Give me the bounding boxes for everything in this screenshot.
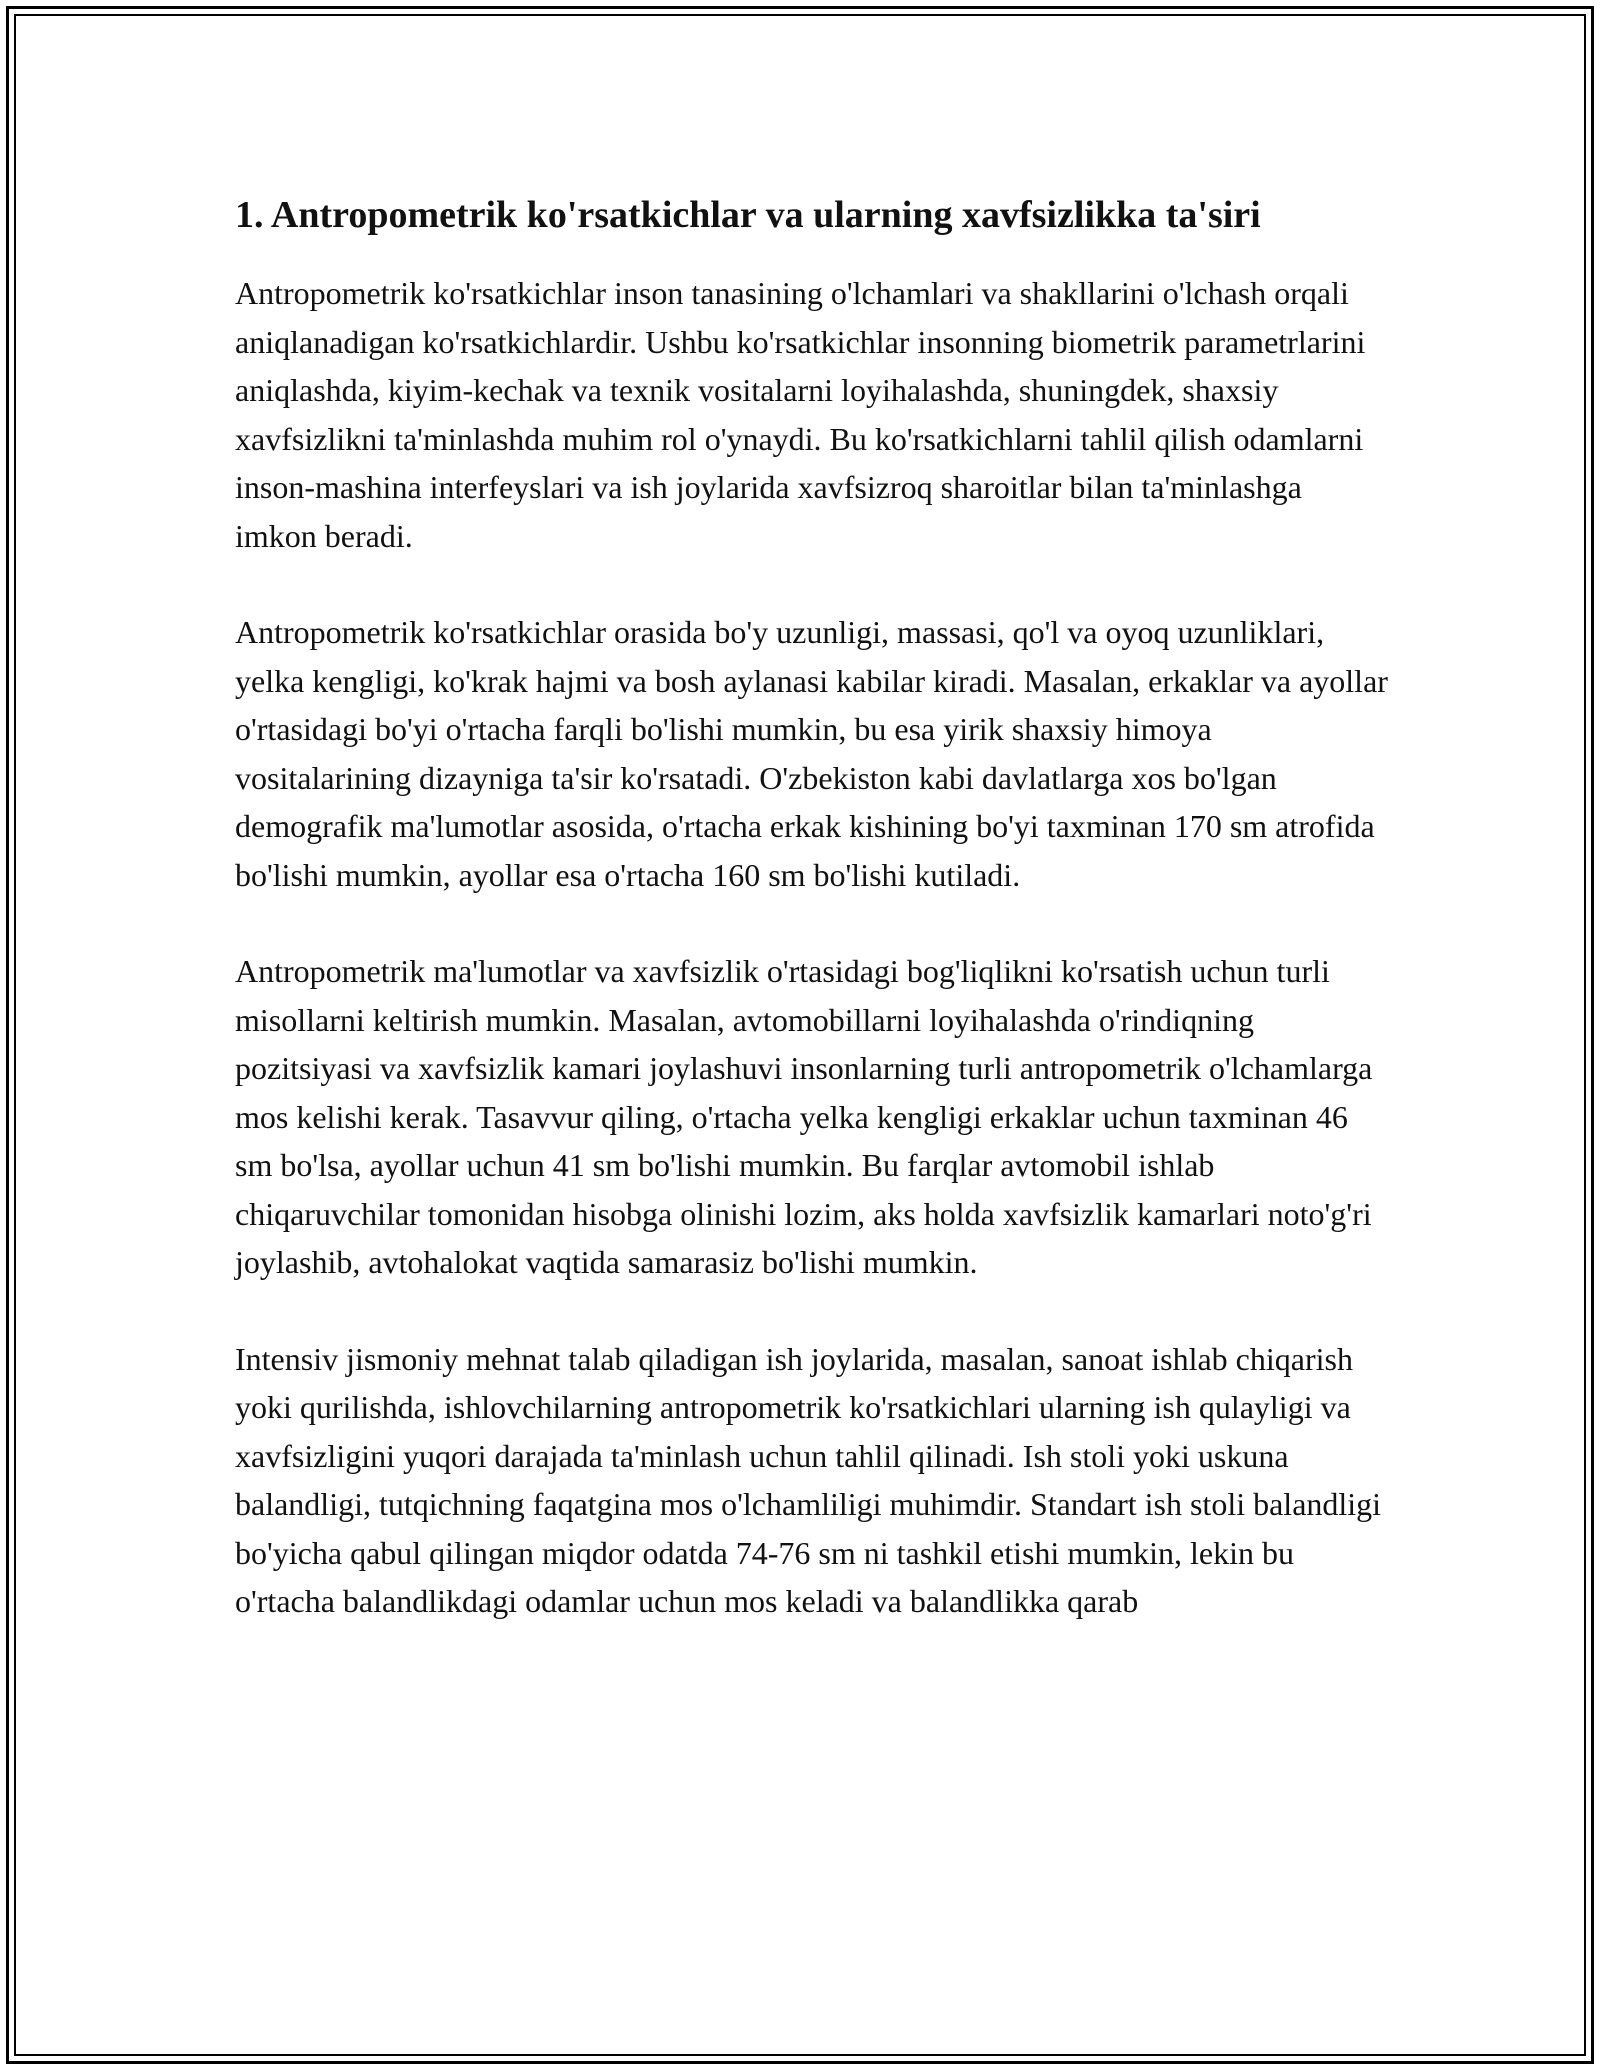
- paragraph-4: Intensiv jismoniy mehnat talab qiladigan ish joylarida, masalan, sanoat ishlab chiqarish yoki qurilishda, ishlovchilarning antropometrik ko'rsatkichlari ularning ish qulayligi va xavfsizligini yuqori darajada ta'minlash uchun tahlil qilinadi. Ish stoli yoki uskuna balandligi, tutqichning faqatgina mos o'lchamliligi muhimdir. Standart ish stoli balandligi bo'yicha qabul qilingan miqdor odatda 74-76 sm ni tashkil etishi mumkin, lekin bu o'rtacha balandlikdagi odamlar uchun mos keladi va balandlikka qarab: [235, 1340, 1382, 1619]
- section-heading: 1. Antropometrik ko'rsatkichlar va ularning xavfsizlikka ta'siri: [235, 194, 1261, 236]
- paragraph-3: Antropometrik ma'lumotlar va xavfsizlik o'rtasidagi bog'liqlikni ko'rsatish uchun turli misollarni keltirish mumkin. Masalan, avtomobillarni loyihalashda o'rindiqning pozitsiyasi va xavfsizlik kamari joylashuvi insonlarning turli antropometrik o'lchamlarga mos kelishi kerak. Tasavvur qiling, o'rtacha yelka kengligi erkaklar uchun taxminan 46 sm bo'lsa, ayollar uchun 41 sm bo'lishi mumkin. Bu farqlar avtomobil ishlab chiqaruvchilar tomonidan hisobga olinishi lozim, aks holda xavfsizlik kamarlari noto'g'ri joylashib, avtohalokat vaqtida samarasiz bo'lishi mumkin.: [235, 953, 1373, 1280]
- paragraph-1: Antropometrik ko'rsatkichlar inson tanasining o'lchamlari va shakllarini o'lchash orqali aniqlanadigan ko'rsatkichlardir. Ushbu ko'rsatkichlar insonning biometrik parametrlarini aniqlashda, kiyim-kechak va texnik vositalarni loyihalashda, shuningdek, shaxsiy xavfsizlikni ta'minlashda muhim rol o'ynaydi. Bu ko'rsatkichlarni tahlil qilish odamlarni inson-mashina interfeyslari va ish joylarida xavfsizroq sharoitlar bilan ta'minlashga imkon beradi.: [235, 275, 1366, 554]
- document-body: [235, 188, 1390, 1674]
- paragraph-2: Antropometrik ko'rsatkichlar orasida bo'y uzunligi, massasi, qo'l va oyoq uzunliklari, yelka kengligi, ko'krak hajmi va bosh aylanasi kabilar kiradi. Masalan, erkaklar va ayollar o'rtasidagi bo'yi o'rtacha farqli bo'lishi mumkin, bu esa yirik shaxsiy himoya vositalarining dizayniga ta'sir ko'rsatadi. O'zbekiston kabi davlatlarga xos bo'lgan demografik ma'lumotlar asosida, o'rtacha erkak kishining bo'yi taxminan 170 sm atrofida bo'lishi mumkin, ayollar esa o'rtacha 160 sm bo'lishi kutiladi.: [235, 614, 1388, 893]
